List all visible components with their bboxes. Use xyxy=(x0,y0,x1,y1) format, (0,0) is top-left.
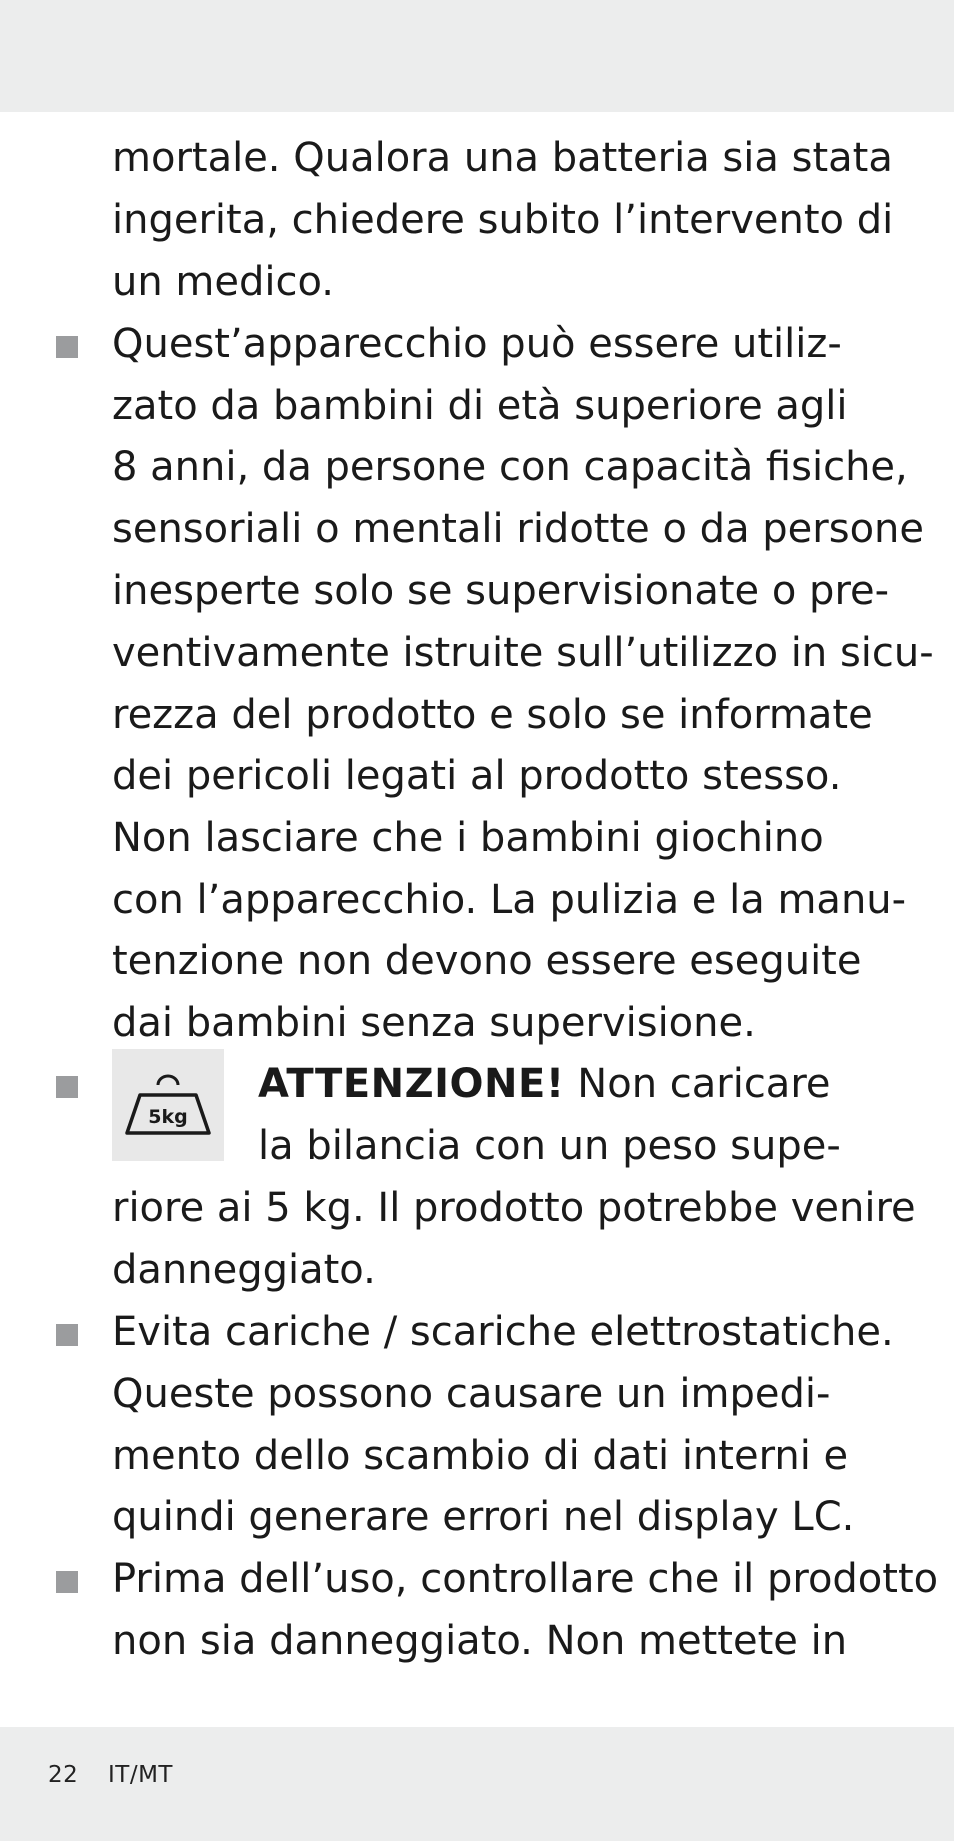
text-line: Evita cariche / scariche elettrostatiche. xyxy=(112,1309,894,1355)
top-band xyxy=(0,0,954,112)
bullet-square xyxy=(56,336,78,358)
weight-limit-icon-box xyxy=(112,1049,224,1161)
text-line: tenzione non devono essere eseguite xyxy=(112,938,862,984)
text-line: 8 anni, da persone con capacità fisiche, xyxy=(112,444,908,490)
text-line: sensoriali o mentali ridotte o da persone xyxy=(112,506,925,552)
page-number: 22 xyxy=(48,1762,79,1788)
text-line: con l’apparecchio. La pulizia e la manu- xyxy=(112,877,907,923)
text-line: Quest’apparecchio può essere utiliz- xyxy=(112,321,842,367)
warning-line-rest: Non caricare xyxy=(564,1061,831,1107)
text-line: mento dello scambio di dati interni e xyxy=(112,1433,849,1479)
warning-word: ATTENZIONE! xyxy=(258,1061,565,1107)
text-line: quindi generare errori nel display LC. xyxy=(112,1494,855,1540)
text-line: rezza del prodotto e solo se informate xyxy=(112,692,873,738)
text-line: Queste possono causare un impedi- xyxy=(112,1371,831,1417)
text-line: dei pericoli legati al prodotto stesso. xyxy=(112,753,842,799)
text-line: mortale. Qualora una batteria sia stata xyxy=(112,135,893,181)
text-line: ventivamente istruite sull’utilizzo in sicu- xyxy=(112,630,934,676)
bullet-square xyxy=(56,1324,78,1346)
text-line: dai bambini senza supervisione. xyxy=(112,1000,756,1046)
text-line: Non lasciare che i bambini giochino xyxy=(112,815,824,861)
text-line: la bilancia con un peso supe- xyxy=(258,1123,841,1169)
text-line: danneggiato. xyxy=(112,1247,376,1293)
text-line: zato da bambini di età superiore agli xyxy=(112,383,848,429)
weight-icon xyxy=(112,1049,224,1161)
text-line: non sia danneggiato. Non mettete in xyxy=(112,1618,848,1664)
text-line: inesperte solo se supervisionate o pre- xyxy=(112,568,890,614)
bullet-square xyxy=(56,1571,78,1593)
text-line: ingerita, chiedere subito l’intervento di xyxy=(112,197,894,243)
text-line: Prima dell’uso, controllare che il prodotto xyxy=(112,1556,939,1602)
text-line: riore ai 5 kg. Il prodotto potrebbe venire xyxy=(112,1185,916,1231)
bullet-square xyxy=(56,1076,78,1098)
language-code: IT/MT xyxy=(108,1762,173,1788)
weight-icon-label: 5kg xyxy=(148,1106,188,1128)
warning-line xyxy=(258,1061,831,1107)
text-line: un medico. xyxy=(112,259,334,305)
